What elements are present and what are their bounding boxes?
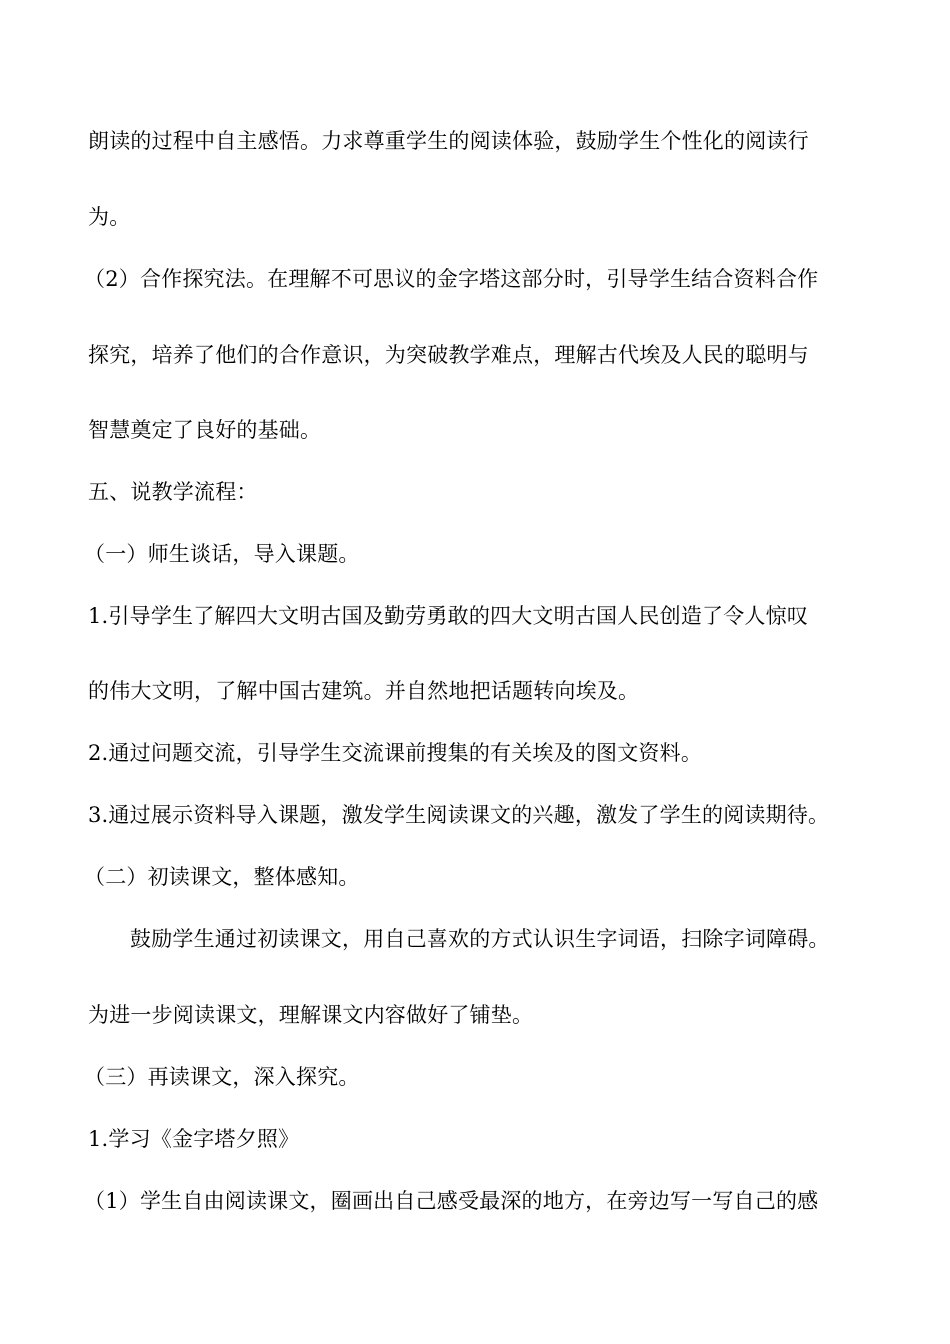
section-heading-5: 五、说教学流程： [88,480,258,504]
text-line-3: （2）合作探究法。在理解不可思议的金字塔这部分时，引导学生结合资料合作 [84,267,819,291]
subheading-3: （三）再读课文，深入探究。 [84,1065,360,1089]
text-line-11: 3.通过展示资料导入课题，激发学生阅读课文的兴趣，激发了学生的阅读期待。 [88,803,830,827]
subheading-1: （一）师生谈话，导入课题。 [84,542,360,566]
text-line-14: 为进一步阅读课文，理解课文内容做好了铺垫。 [88,1003,534,1027]
text-line-4: 探究，培养了他们的合作意识，为突破教学难点，理解古代埃及人民的聪明与 [88,343,809,367]
text-line-1: 朗读的过程中自主感悟。力求尊重学生的阅读体验，鼓励学生个性化的阅读行 [88,129,809,153]
text-line-2: 为。 [88,205,131,229]
text-line-5: 智慧奠定了良好的基础。 [88,418,322,442]
text-line-10: 2.通过问题交流，引导学生交流课前搜集的有关埃及的图文资料。 [88,741,703,765]
text-line-9: 的伟大文明，了解中国古建筑。并自然地把话题转向埃及。 [88,679,640,703]
subheading-2: （二）初读课文，整体感知。 [84,865,360,889]
text-line-8: 1.引导学生了解四大文明古国及勤劳勇敢的四大文明古国人民创造了令人惊叹 [88,604,809,628]
text-line-13: 鼓励学生通过初读课文，用自己喜欢的方式认识生字词语，扫除字词障碍。 [130,927,830,951]
text-line-16: 1.学习《金字塔夕照》 [88,1127,300,1151]
text-line-17: （1）学生自由阅读课文，圈画出自己感受最深的地方，在旁边写一写自己的感 [84,1189,819,1213]
